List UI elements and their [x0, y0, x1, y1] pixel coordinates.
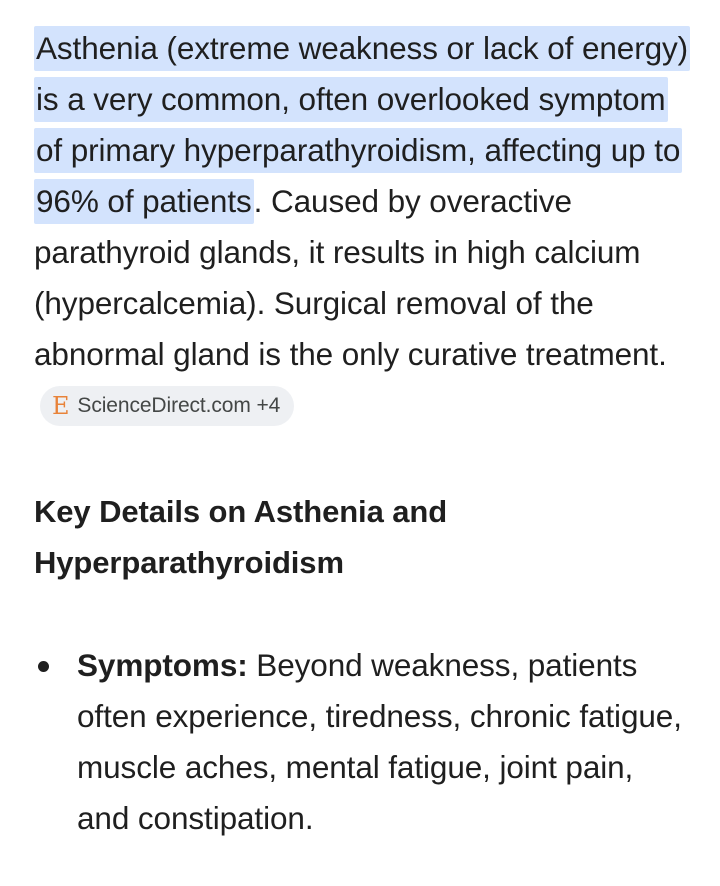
list-item-text: Beyond weakness, patients often experience, tiredness, chronic fatigue, muscle aches, mental fatigue, joint pain, and constipation. — [77, 647, 682, 836]
highlighted-answer-text: Asthenia (extreme weakness or lack of energy) is a very common, often overlooked symptom of primary hyperparathyroidism, affecting up to 96% of patients — [34, 26, 690, 224]
source-chip[interactable] — [40, 386, 294, 426]
list-item-label: Symptoms: — [77, 647, 248, 683]
answer-text: . Caused by overactive parathyroid glands, it results in high calcium (hypercalcemia). Surgical removal of the abnormal gland is the only curative treatment. — [34, 183, 667, 372]
sciencedirect-logo-icon: E — [52, 392, 70, 420]
list-item — [34, 640, 692, 844]
bullet-icon — [38, 661, 49, 672]
answer-paragraph — [34, 23, 692, 431]
details-list — [34, 640, 692, 844]
section-heading: Key Details on Asthenia and Hyperparathyroidism — [34, 494, 448, 580]
source-chip-label: ScienceDirect.com +4 — [77, 394, 281, 417]
